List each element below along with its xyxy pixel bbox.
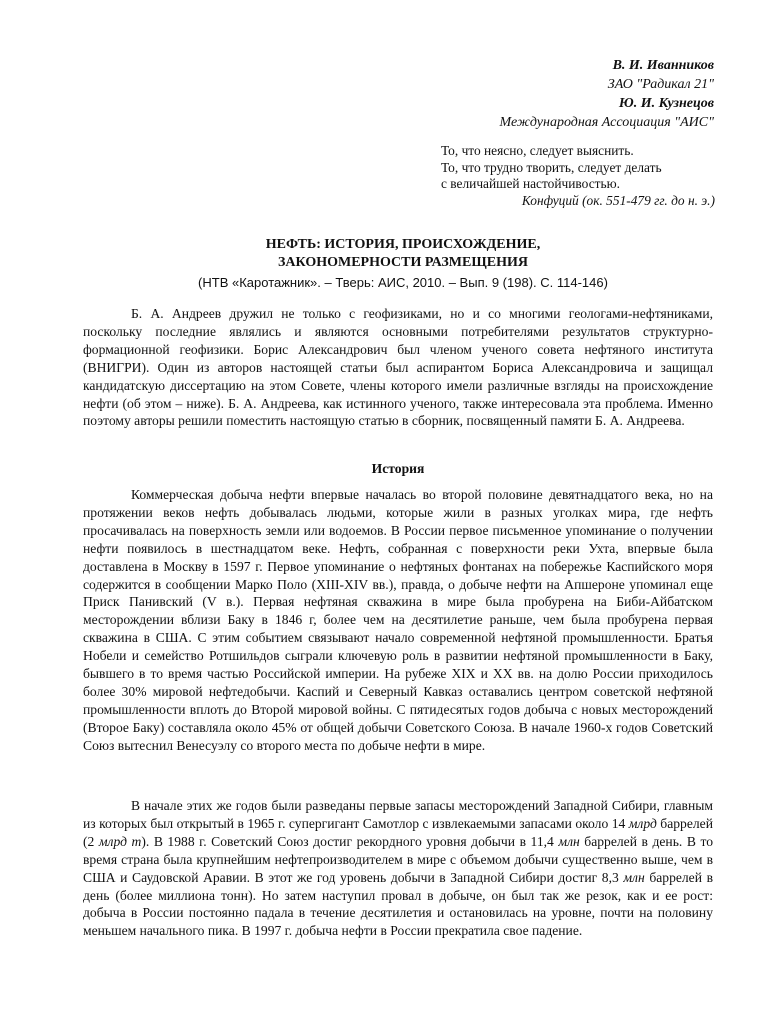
body-paragraph: Коммерческая добыча нефти впервые началась во второй половине девятнадцатого века, но на протяжении веков нефть добывалась людьми, которые жили в разных уголках мира, где нефть просачивалась на поверхность земли или водоемов. В России первое письменное упоминание о получении нефти появилось в шестнадцатом веке. Нефть, собранная с поверхности реки Ухта, впервые была доставлена в Москву в 1597 г. Первое упоминание о нефтяных фонтанах на побережье Каспийского моря содержится в сообщении Марко Поло (XIII-XIV вв.), правда, о добыче нефти на Апшероне упоминал еще Приск Панивский (V в.). Первая нефтяная скважина в мире была пробурена на Биби-Айбатском месторождении вблизи Баку в 1846 г, более чем на десятилетие раньше, чем была пробурена первая скважина в США. С этим событием связывают начало современной нефтяной промышленности. Братья Нобели и семейство Ротшильдов сыграли ключевую роль в развитии нефтяной промышленности в Баку, бывшего в то время частью Российской империи. На рубеже XIX и XX вв. на долю России приходилось более 30% мировой нефтедобычи. Каспий и Северный Кавказ оставались центром советской нефтяной промышленности вплоть до Второй мировой войны. С пятидесятых годов добыча с новых месторождений (Второе Баку) составляла около 45% от общей добычи Советского Союза. В начале 1960-х годов Советский Союз вытеснил Венесуэлу со второго места по добыче нефти в мире. bbox=[83, 487, 713, 753]
author-name: В. И. Иванников bbox=[612, 58, 714, 73]
epigraph-attribution: Конфуций (ок. 551-479 гг. до н. э.) bbox=[521, 192, 715, 208]
section-heading: История bbox=[371, 461, 425, 476]
unit-text: млн bbox=[623, 869, 645, 885]
author-block bbox=[314, 56, 714, 132]
article-title bbox=[60, 236, 746, 272]
unit-text: млрд т bbox=[98, 833, 142, 849]
intro-paragraph: Б. А. Андреев дружил не только с геофизиками, но и со многими геологами-нефтяниками, поскольку последние являлись и являются основными потребителями результатов структурно-формационной геофизики. Борис Александрович был членом ученого совета нефтяного института (ВНИГРИ). Один из авторов настоящей статьи был аспирантом Бориса Александровича и защищал кандидатскую диссертацию на этом Совете, члены которого имели различные взгляды на происхождение нефти (об этом – ниже). Б. А. Андреева, как истинного ученого, также интересовала эта проблема. Именно поэтому авторы решили поместить настоящую статью в сборник, посвященный памяти Б. А. Андреева. bbox=[83, 306, 713, 429]
author-name: Ю. И. Кузнецов bbox=[618, 96, 714, 111]
text-run: баррелей в день (более миллиона тонн). Но затем наступил провал в добыче, он был так же резок, как и ее рост: добыча в России постоянно падала в течение десятилетия и остановилась на уровне, почти на половину меньшем начального пика. В 1997 г. добыча нефти в России прекратила свое падение. bbox=[83, 869, 713, 939]
text-run: В начале этих же годов были разведаны первые запасы месторождений Западной Сибири, главным из которых был открытый в 1965 г. супергигант Самотлор с извлекаемыми запасами около 14 bbox=[83, 798, 713, 831]
text-run: ). В 1988 г. Советский Союз достиг рекордного уровня добычи в 11,4 bbox=[141, 833, 559, 849]
epigraph-line: То, что неясно, следует выяснить. bbox=[441, 143, 634, 158]
epigraph-line: То, что трудно творить, следует делать bbox=[441, 159, 662, 175]
text-run: баррелей (2 bbox=[83, 815, 713, 849]
title-line: НЕФТЬ: ИСТОРИЯ, ПРОИСХОЖДЕНИЕ, bbox=[265, 237, 541, 252]
epigraph-line: с величайшей настойчивостью. bbox=[441, 176, 620, 191]
publication-source: (НТВ «Каротажник». – Тверь: АИС, 2010. – Вып. 9 (198). С. 114-146) bbox=[198, 275, 608, 290]
unit-text: млрд bbox=[628, 815, 657, 831]
title-line: ЗАКОНОМЕРНОСТИ РАЗМЕЩЕНИЯ bbox=[278, 255, 528, 270]
author-organization: Международная Ассоциация "АИС" bbox=[499, 115, 714, 130]
body-paragraph bbox=[83, 797, 713, 940]
text-run: баррелей в день. В то время страна была крупнейшим нефтепроизводителем в мире с объемом добычи существенно выше, чем в США и Саудовской Аравии. В этот же год уровень добычи в Западной Сибири достиг 8,3 bbox=[83, 833, 714, 885]
unit-text: млн bbox=[558, 833, 580, 849]
epigraph bbox=[441, 143, 731, 209]
author-organization: ЗАО "Радикал 21" bbox=[607, 77, 714, 92]
